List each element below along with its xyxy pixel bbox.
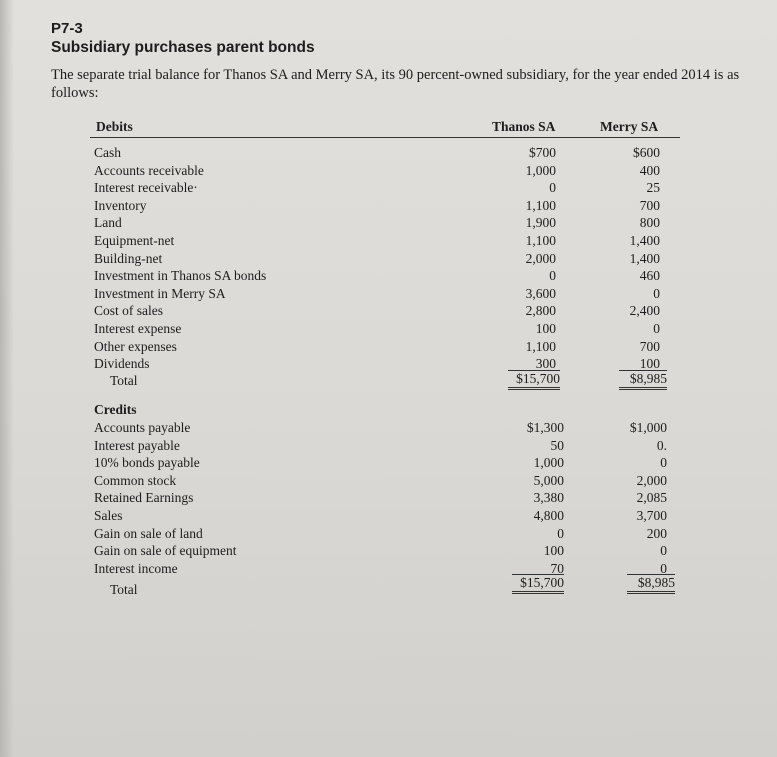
debit-merry-value: 400 bbox=[639, 162, 660, 178]
debit-thanos-value: 0 bbox=[549, 268, 556, 284]
credit-row-label: Common stock bbox=[94, 472, 177, 488]
credit-merry-value: 0 bbox=[660, 543, 667, 559]
debit-row-label: Interest expense bbox=[94, 321, 182, 336]
debit-merry-value: 700 bbox=[639, 338, 660, 354]
debit-merry-value: 1,400 bbox=[629, 233, 660, 248]
debit-merry-value: 0 bbox=[653, 285, 660, 301]
credit-merry-value: 200 bbox=[646, 525, 667, 541]
debit-merry-value: 2,400 bbox=[629, 303, 660, 319]
credit-thanos-value: 1,000 bbox=[533, 455, 564, 471]
debit-merry-value: 0 bbox=[653, 321, 660, 336]
credit-thanos-value: 100 bbox=[543, 543, 564, 559]
debit-thanos-value: $700 bbox=[529, 145, 556, 160]
debit-thanos-value: 1,100 bbox=[525, 338, 556, 354]
credit-row-label: Interest payable bbox=[94, 437, 180, 453]
credit-row-label: Sales bbox=[94, 508, 123, 523]
credits-total-merry: $8,985 bbox=[627, 574, 675, 594]
debits-total-label: Total bbox=[110, 372, 138, 388]
debit-row-label: Cash bbox=[94, 145, 121, 160]
debit-thanos-value: 0 bbox=[549, 180, 556, 196]
credits-total-label: Total bbox=[110, 582, 138, 598]
credit-merry-value: 0. bbox=[656, 437, 667, 453]
debit-merry-value: 25 bbox=[646, 180, 660, 196]
debit-thanos-value: 2,800 bbox=[525, 303, 556, 319]
debit-row-label: Cost of sales bbox=[94, 303, 163, 319]
debit-row-label: Dividends bbox=[94, 356, 150, 372]
page-binding-shadow bbox=[0, 0, 14, 757]
debit-thanos-value: 2,000 bbox=[525, 250, 556, 266]
credit-row-label: Gain on sale of equipment bbox=[94, 543, 237, 559]
credit-row-label: Retained Earnings bbox=[94, 490, 194, 506]
credit-merry-value: $1,000 bbox=[629, 420, 667, 435]
debit-row-label: Accounts receivable bbox=[94, 162, 204, 178]
credit-thanos-value: 0 bbox=[557, 525, 564, 541]
debit-merry-value: 1,400 bbox=[629, 250, 660, 266]
merry-column-header: Merry SA bbox=[600, 119, 659, 134]
credit-thanos-value: 3,380 bbox=[533, 490, 564, 506]
debit-row-label: Land bbox=[94, 215, 122, 231]
debit-thanos-value: 3,600 bbox=[525, 285, 556, 301]
debit-merry-value: 460 bbox=[639, 268, 660, 284]
credit-merry-value: 2,085 bbox=[636, 490, 667, 506]
problem-code: P7-3 bbox=[51, 20, 83, 37]
credit-thanos-value: 50 bbox=[550, 437, 564, 453]
debit-merry-value: $600 bbox=[633, 145, 660, 160]
debit-thanos-value: 100 bbox=[535, 321, 556, 336]
credit-thanos-value: 4,800 bbox=[533, 508, 564, 523]
debit-row-label: Equipment-net bbox=[94, 233, 175, 248]
debit-thanos-value: 1,100 bbox=[525, 233, 556, 248]
problem-title: Subsidiary purchases parent bonds bbox=[51, 39, 315, 56]
credit-row-label: Gain on sale of land bbox=[94, 525, 203, 541]
credit-row-label: Accounts payable bbox=[94, 420, 191, 435]
header-rule bbox=[90, 137, 680, 138]
debits-total-thanos: $15,700 bbox=[508, 370, 560, 390]
debit-row-label: Investment in Merry SA bbox=[94, 285, 226, 301]
debit-merry-value: 800 bbox=[639, 215, 660, 231]
debits-total-merry: $8,985 bbox=[619, 370, 667, 390]
credit-thanos-value: 70 bbox=[550, 560, 564, 576]
credits-header: Credits bbox=[94, 402, 137, 417]
debit-row-label: Building-net bbox=[94, 250, 163, 266]
problem-intro: The separate trial balance for Thanos SA and Merry SA, its 90 percent-owned subsidiary, for the year ended 2014 is as follows: bbox=[51, 67, 740, 101]
debit-thanos-value: 1,900 bbox=[525, 215, 556, 231]
debit-row-label: Investment in Thanos SA bonds bbox=[94, 268, 267, 284]
debit-thanos-value: 300 bbox=[535, 356, 556, 372]
credit-thanos-value: 5,000 bbox=[533, 472, 564, 488]
debit-thanos-value: 1,000 bbox=[525, 162, 556, 178]
credit-merry-value: 3,700 bbox=[636, 508, 667, 523]
credit-merry-value: 0 bbox=[660, 560, 667, 576]
credit-merry-value: 0 bbox=[660, 455, 667, 471]
credit-thanos-value: $1,300 bbox=[526, 420, 564, 435]
credits-total-thanos: $15,700 bbox=[512, 574, 564, 594]
debits-header: Debits bbox=[96, 119, 133, 134]
credit-row-label: 10% bonds payable bbox=[94, 455, 200, 471]
debit-thanos-value: 1,100 bbox=[525, 197, 556, 213]
thanos-column-header: Thanos SA bbox=[492, 119, 556, 134]
debit-row-label: Interest receivable· bbox=[94, 180, 198, 196]
debit-row-label: Other expenses bbox=[94, 338, 177, 354]
credit-row-label: Interest income bbox=[94, 560, 178, 576]
debit-merry-value: 700 bbox=[639, 197, 660, 213]
credit-merry-value: 2,000 bbox=[636, 472, 667, 488]
debit-merry-value: 100 bbox=[639, 356, 660, 372]
debit-row-label: Inventory bbox=[94, 197, 147, 213]
